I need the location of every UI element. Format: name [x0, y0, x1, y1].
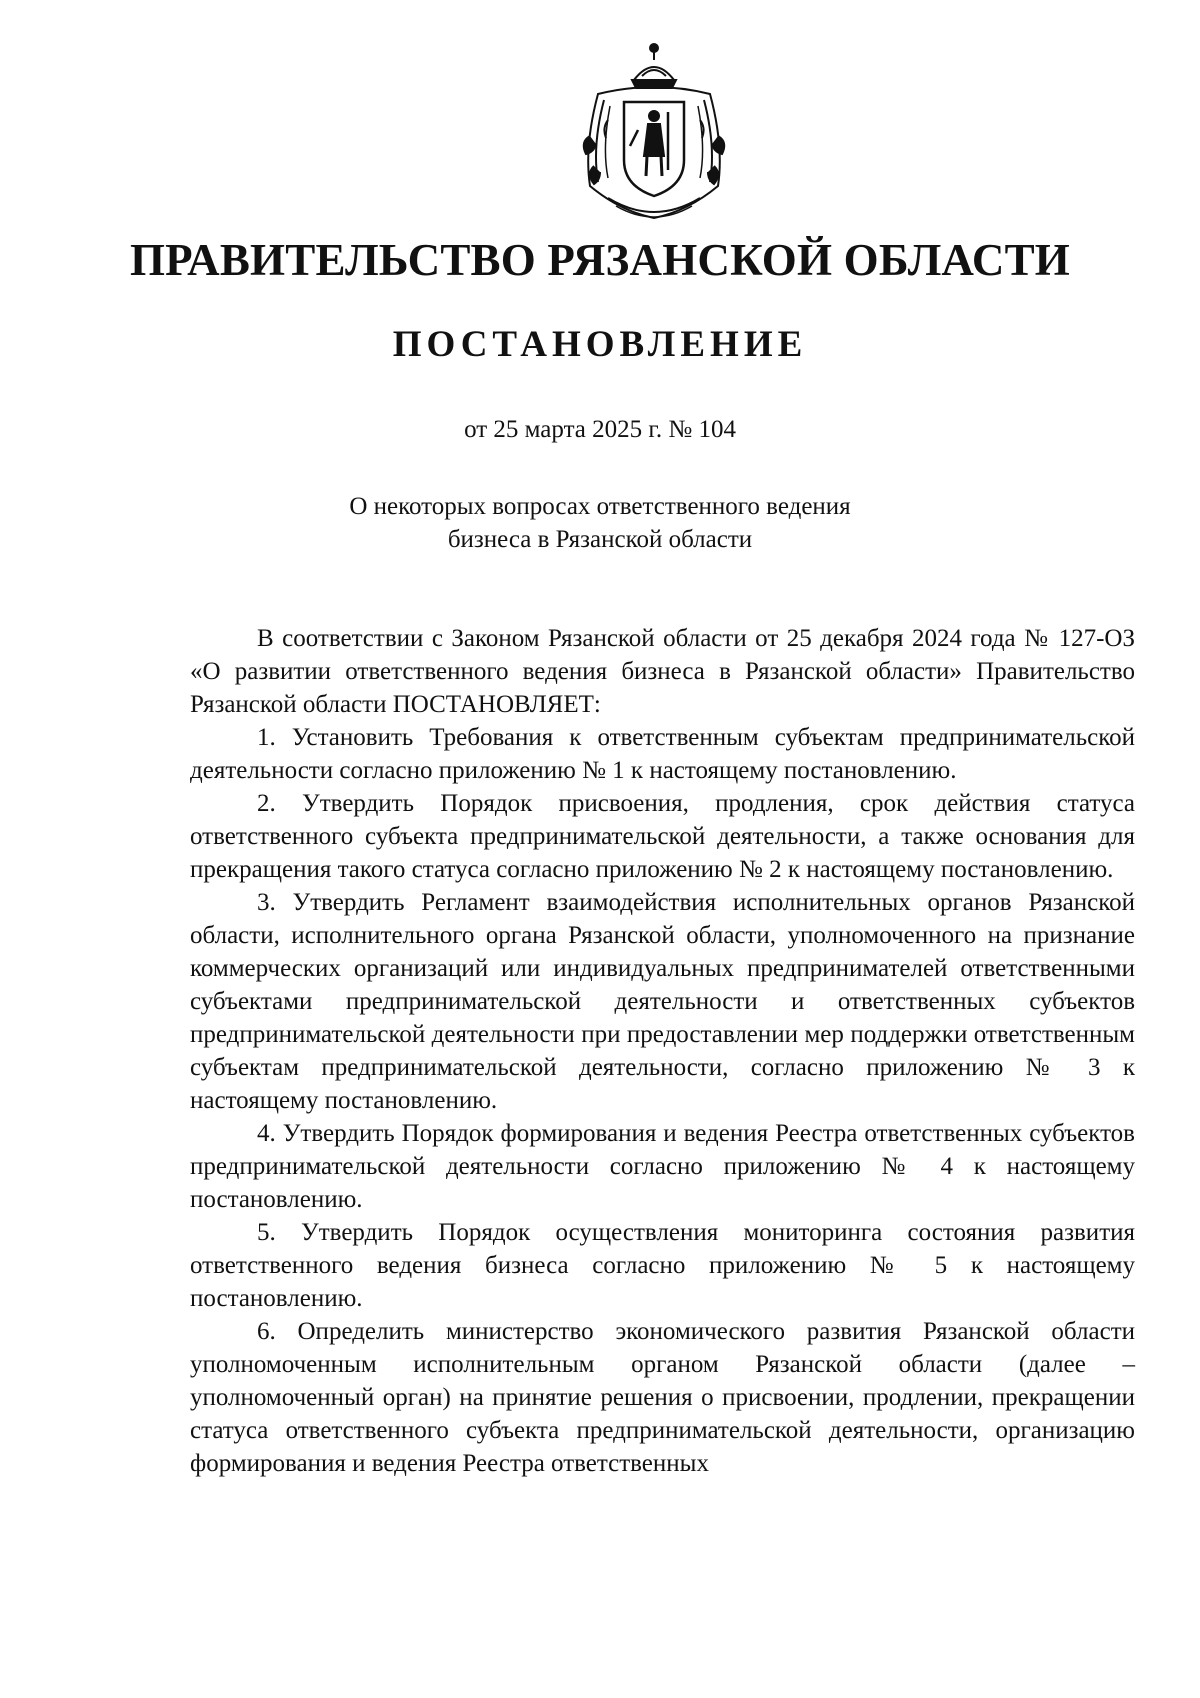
- document-type: ПОСТАНОВЛЕНИЕ: [392, 324, 808, 365]
- numbered-paragraph: 6. Определить министерство экономического развития Рязанской области уполномоченным исполнительным органом Рязанской области (далее – уполномоченный орган) на принятие решения о присвоении, продлении, прекращении статуса ответственного субъекта предпринимательской деятельности, организацию формирования и ведения Реестра ответственных: [190, 1318, 1135, 1477]
- numbered-paragraph: 3. Утвердить Регламент взаимодействия исполнительных органов Рязанской области, исполнительного органа Рязанской области, уполномоченного на признание коммерческих организаций или индивидуальных предпринимателей ответственными субъектами предпринимательской деятельности и ответственных субъектов предпринимательской деятельности при предоставлении мер поддержки ответственным субъектам предпринимательской деятельности, согласно приложению № 3 к настоящему постановлению.: [190, 889, 1135, 1114]
- numbered-paragraph: 4. Утвердить Порядок формирования и ведения Реестра ответственных субъектов предпринимательской деятельности согласно приложению № 4 к настоящему постановлению.: [190, 1120, 1135, 1213]
- numbered-paragraph: 1. Установить Требования к ответственным субъектам предпринимательской деятельности согласно приложению № 1 к настоящему постановлению.: [190, 724, 1135, 784]
- subject-line: бизнеса в Рязанской области: [447, 526, 753, 553]
- numbered-paragraph: 5. Утвердить Порядок осуществления мониторинга состояния развития ответственного ведения бизнеса согласно приложению № 5 к настоящему постановлению.: [190, 1219, 1135, 1312]
- document-subject: [0, 490, 1200, 556]
- numbered-paragraph: 2. Утвердить Порядок присвоения, продления, срок действия статуса ответственного субъекта предпринимательской деятельности, а также основания для прекращения такого статуса согласно приложению № 2 к настоящему постановлению.: [190, 790, 1135, 883]
- government-title: ПРАВИТЕЛЬСТВО РЯЗАНСКОЙ ОБЛАСТИ: [129, 235, 1071, 285]
- subject-line: О некоторых вопросах ответственного ведения: [349, 493, 851, 520]
- coat-of-arms-icon: [568, 36, 740, 228]
- preamble-paragraph: В соответствии с Законом Рязанской области от 25 декабря 2024 года № 127-ОЗ «О развитии ответственного ведения бизнеса в Рязанской области» Правительство Рязанской области ПОСТАНОВЛЯЕТ:: [190, 625, 1135, 718]
- document-date-number: от 25 марта 2025 г. № 104: [464, 416, 736, 443]
- document-body: [190, 622, 1135, 1480]
